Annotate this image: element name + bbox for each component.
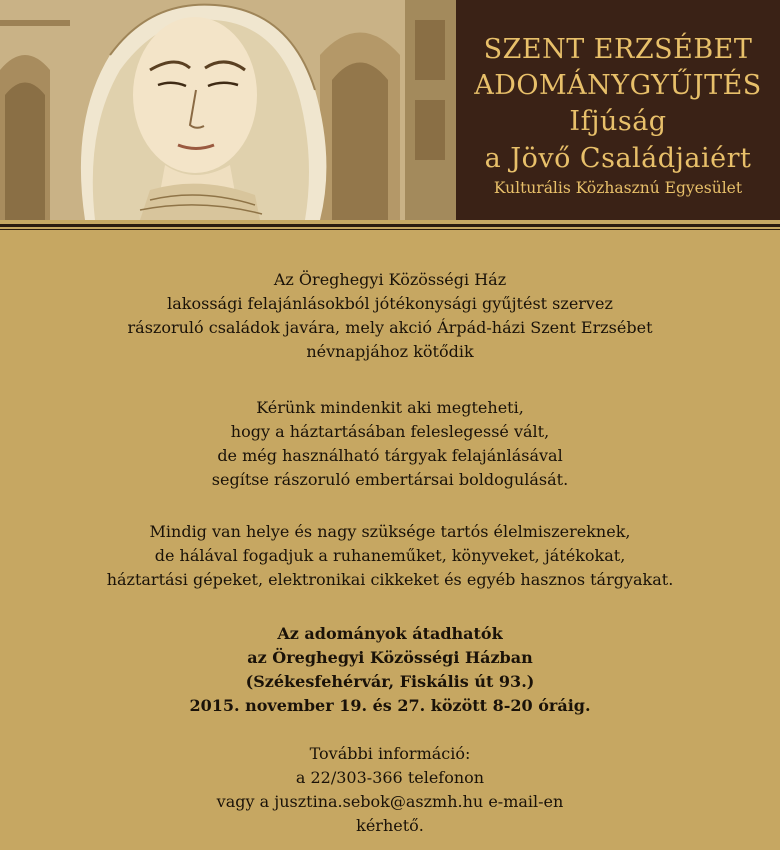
email-text: vagy a jusztina.sebok@aszmh.hu e-mail-en [216,792,564,811]
text-line: a 22/303-366 telefonon [295,768,485,787]
org-line-2: a Jövő Családjaiért [484,143,752,174]
request-paragraph [0,396,780,492]
text-line: Az Öreghegyi Közösségi Ház [273,270,507,289]
text-line: segítse rászoruló embertársai boldogulását. [211,470,569,489]
title-block [456,0,780,220]
header-banner [0,0,780,220]
text-line: névnapjához kötődik [306,342,474,361]
text-line: rászoruló családok javára, mely akció Árpád-házi Szent Erzsébet [127,318,653,337]
text-line: (Székesfehérvár, Fiskális út 93.) [245,672,535,691]
org-line-1: Ifjúság [569,106,667,137]
title-line-2: ADOMÁNYGYŰJTÉS [474,70,762,101]
text-line: További információ: [309,744,471,763]
text-line: Kérünk mindenkit aki megteheti, [256,398,524,417]
text-line: az Öreghegyi Közösségi Házban [247,648,533,667]
text-line: de hálával fogadjuk a ruhaneműket, könyveket, játékokat, [154,546,626,565]
text-line: de még használható tárgyak felajánlásával [217,446,563,465]
intro-paragraph [0,268,780,364]
text-line: Mindig van helye és nagy szüksége tartós élelmiszereknek, [149,522,631,541]
madonna-portrait-icon [0,0,456,220]
text-line: háztartási gépeket, elektronikai cikkeket és egyéb hasznos tárgyakat. [106,570,674,589]
text-line: hogy a háztartásában feleslegessé vált, [230,422,550,441]
text-line: kérhető. [356,816,424,835]
divider [0,229,780,230]
text-line: Az adományok átadhatók [277,624,503,643]
dropoff-paragraph [0,622,780,718]
text-line: lakossági felajánlásokból jótékonysági gyűjtést szervez [167,294,613,313]
info-paragraph [0,742,780,838]
divider [0,224,780,227]
text-line: 2015. november 19. és 27. között 8-20 óráig. [189,696,591,715]
title-line-1: SZENT ERZSÉBET [483,34,753,65]
needs-paragraph [0,520,780,592]
org-line-3: Kulturális Közhasznú Egyesület [493,179,743,197]
